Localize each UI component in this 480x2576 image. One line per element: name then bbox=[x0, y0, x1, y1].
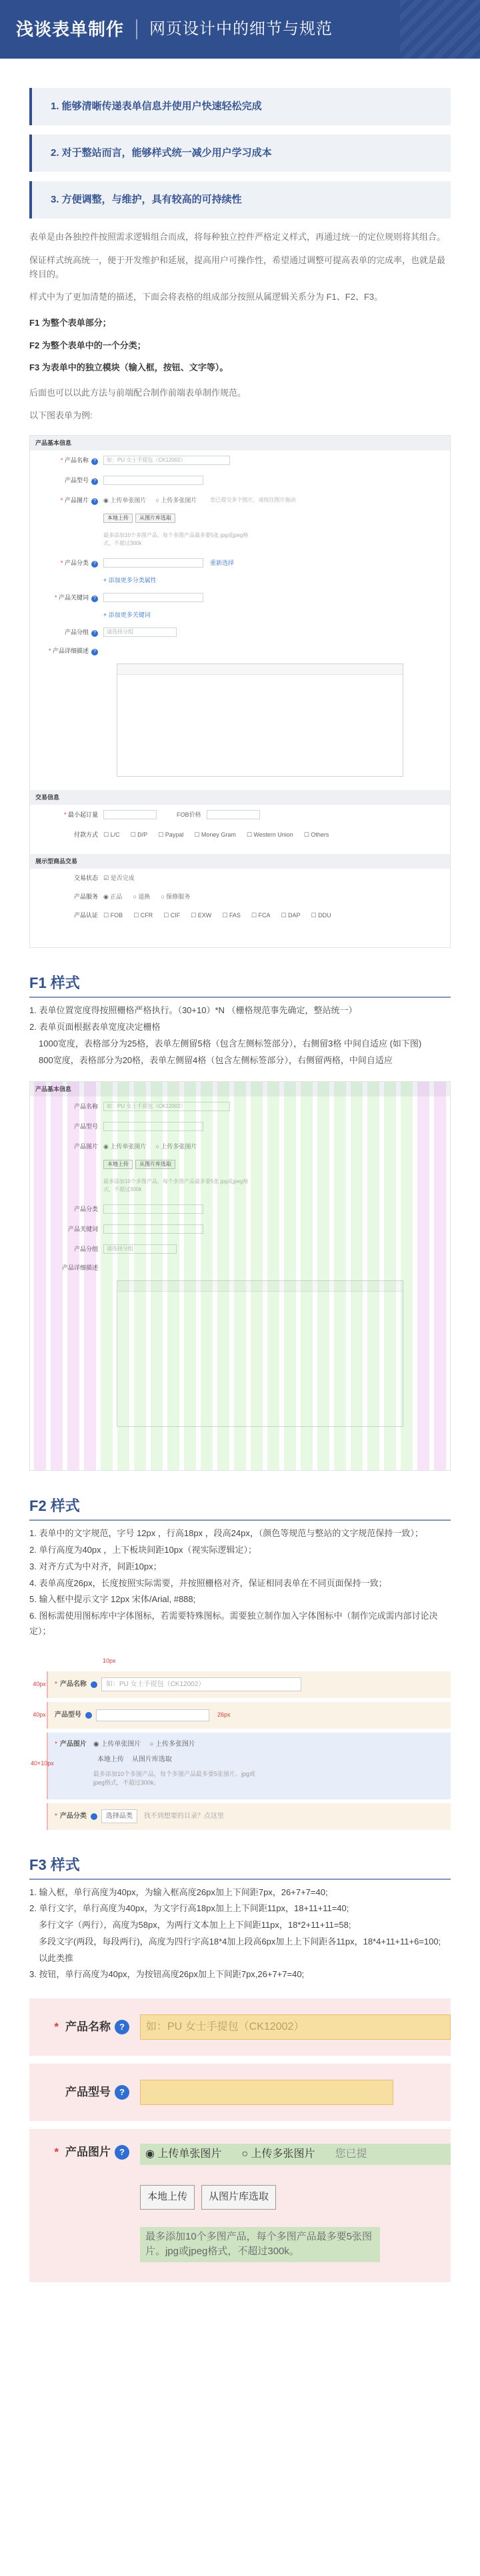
option[interactable]: ☐ L/C bbox=[103, 831, 120, 838]
article-body bbox=[0, 88, 480, 423]
product-name-input[interactable]: 如：PU 女士手提包（CK12002） bbox=[101, 1677, 301, 1691]
section-header: 产品基本信息 bbox=[30, 436, 450, 450]
zoomed-row bbox=[29, 2064, 451, 2121]
heading-rule bbox=[29, 1519, 451, 1521]
section-heading-f3: F3 样式 bbox=[29, 1856, 80, 1873]
status-option[interactable]: ☑ 是否完成 bbox=[103, 874, 135, 881]
f2-list bbox=[29, 1526, 451, 1639]
editor-toolbar[interactable] bbox=[117, 1281, 403, 1292]
local-upload-button[interactable]: 本地上传 bbox=[140, 2185, 195, 2210]
field-label: 产品图片 bbox=[59, 1740, 87, 1748]
annotation-top: 10px bbox=[103, 1657, 116, 1664]
option[interactable]: ○ 保修服务 bbox=[161, 893, 191, 900]
option[interactable]: ☐ FOB bbox=[103, 911, 123, 919]
field-label: 产品关键词 bbox=[67, 1225, 98, 1232]
product-model-input[interactable] bbox=[103, 1122, 203, 1131]
local-upload-button[interactable]: 本地上传 bbox=[103, 1160, 133, 1169]
help-icon[interactable]: ? bbox=[115, 2020, 129, 2034]
category-input[interactable] bbox=[103, 558, 203, 568]
upload-note: 最多添加10个多图产品，每个多图产品最多要5张图片。jpg或jpeg格式，不超过300k。 bbox=[140, 2227, 380, 2262]
section-header: 产品基本信息 bbox=[30, 1082, 450, 1096]
banner-divider bbox=[136, 19, 137, 39]
pay-options[interactable] bbox=[103, 831, 339, 840]
group-select[interactable]: 请选择分组 bbox=[103, 628, 177, 637]
field-label: * 产品详细描述 ? bbox=[35, 647, 98, 656]
field-label: 产品分组 bbox=[73, 1245, 98, 1252]
field-label: 产品图片 bbox=[73, 1142, 98, 1150]
option[interactable]: ☐ Western Union bbox=[246, 831, 293, 838]
section-heading-f2: F2 样式 bbox=[29, 1498, 80, 1515]
upload-note: 最多添加10个多图产品，每个多图产品最多要5张 jpg或jpeg格式，不超过300k bbox=[103, 532, 249, 547]
rich-text-editor[interactable] bbox=[117, 663, 403, 777]
option[interactable]: ☐ CIF bbox=[163, 911, 181, 919]
banner-decoration bbox=[400, 0, 480, 59]
list-item: 800宽度，表格部分为20格，表单左侧留4格（包含左侧标签部分），右侧留两格，中间自适应 bbox=[39, 1055, 393, 1065]
list-item: 3. 对齐方式为中对齐，间距10px； bbox=[29, 1561, 162, 1571]
field-label: 产品分类 bbox=[59, 1813, 87, 1821]
help-icon[interactable]: ? bbox=[115, 2145, 129, 2160]
option[interactable]: ☐ D/P bbox=[130, 831, 148, 838]
field-label: 付款方式 bbox=[73, 831, 98, 838]
product-model-input[interactable] bbox=[96, 1709, 209, 1721]
banner-title: 浅谈表单制作 bbox=[16, 19, 125, 39]
field-label: 产品型号 ? bbox=[35, 476, 98, 486]
option[interactable]: ☐ DAP bbox=[281, 911, 301, 919]
field-label: 产品认证 bbox=[73, 911, 98, 919]
annotated-row: 40+10px * 产品图片 ◉ 上传单张图片 ○ 上传多张图片 本地上传 从图片库选取 最多添加10个多图产品，每个多图产品最多要5张图片。jpg或jpeg格式，不超过300k。 bbox=[47, 1733, 451, 1799]
field-label: * 产品名称 ? bbox=[35, 456, 98, 466]
help-icon[interactable]: ? bbox=[115, 2085, 129, 2100]
category-input[interactable] bbox=[103, 1204, 203, 1214]
list-item: 1. 表单位置宽度得按照栅格严格执行。（30+10）*N （栅格规范事先确定，整站统一） bbox=[29, 1005, 357, 1016]
field-label: 产品名称 bbox=[65, 2020, 111, 2034]
grid-example bbox=[29, 1081, 451, 1471]
select-category-button[interactable]: 选择品类 bbox=[101, 1809, 137, 1823]
option[interactable]: ☐ EXW bbox=[191, 911, 212, 919]
field-label: 交易状态 bbox=[73, 874, 98, 881]
field-label: * 产品分类 ? bbox=[35, 559, 98, 568]
section-header: 交易信息 bbox=[30, 790, 450, 805]
list-item: 1. 输入框，单行高度为40px，为输入框高度26px加上下间距7px，26+7+7=40; bbox=[29, 1887, 328, 1897]
point-2: 2. 对于整站而言，能够样式统一减少用户学习成本 bbox=[29, 135, 451, 172]
level-f3: F3 为表单中的独立模块（输入框，按钮、文字等）。 bbox=[29, 362, 229, 373]
annotation-height: 26px bbox=[217, 1711, 231, 1718]
cert-options[interactable] bbox=[103, 911, 342, 921]
editor-toolbar[interactable] bbox=[117, 664, 403, 675]
option[interactable]: ☐ CFR bbox=[133, 911, 153, 919]
add-keyword-link[interactable]: + 添加更多关键词 bbox=[103, 611, 151, 618]
after-levels: 后面也可以以此方法与前端配合制作前端表单制作规范。 bbox=[29, 387, 247, 398]
list-item: 多段文字(两段，每段两行)，高度为四行字高18*4加上段高6px加上上下间距各11px，18*4+11+11+6=100; bbox=[39, 1936, 441, 1946]
option[interactable]: ☐ Paypal bbox=[158, 831, 184, 838]
option[interactable]: ☐ FAS bbox=[222, 911, 241, 919]
list-item: 1. 表单中的文字规范，字号 12px ，行高18px ，段高24px，（颜色等规范与整站的文字规范保持一致）； bbox=[29, 1528, 423, 1539]
list-item: 以此类推 bbox=[39, 1952, 74, 1963]
page-banner bbox=[0, 0, 480, 59]
annotation-height: 40+10px bbox=[31, 1759, 54, 1767]
library-button[interactable]: 从图片库选取 bbox=[131, 1755, 172, 1763]
list-item: 6. 图标需使用图标库中字体图标，若需要特殊图标。需要独立制作加入字体图标中（制作完成需内部讨论决定）； bbox=[29, 1611, 438, 1636]
radio-multi[interactable]: ○ 上传多张图片 bbox=[149, 1740, 196, 1748]
list-item: 1000宽度，表格部分为25格，表单左侧留5格（包含左侧标签部分），右侧留3格 中间自适应 (如下图) bbox=[39, 1038, 422, 1049]
list-item: 2. 表单页面根据表单宽度决定栅格 bbox=[29, 1022, 161, 1033]
field-label: 产品型号 bbox=[73, 1122, 98, 1130]
option[interactable]: ☐ Money Gram bbox=[194, 831, 236, 838]
banner-subtitle: 网页设计中的细节与规范 bbox=[149, 20, 333, 38]
field-label: 产品服务 bbox=[73, 893, 98, 900]
option[interactable]: ◉ 正品 bbox=[103, 893, 123, 900]
radio-multi[interactable]: ○ 上传多张图片 bbox=[155, 496, 197, 504]
library-button[interactable]: 从图片库选取 bbox=[135, 1160, 175, 1169]
product-name-input[interactable]: 如：PU 女士手提包（CK12002） bbox=[140, 2014, 451, 2040]
field-label: * 产品关键词 ? bbox=[35, 594, 98, 603]
upload-note: 最多添加10个多图产品，每个多图产品最多要5张 jpg或jpeg格式，不超过300k bbox=[103, 1178, 249, 1193]
intro-paragraph: 保证样式统高统一，便于开发维护和延展，提高用户可操作性，希望通过调整可提高表单的完成率，也就是最终目的。 bbox=[29, 254, 446, 279]
product-model-input[interactable] bbox=[140, 2080, 393, 2105]
section-heading-f1: F1 样式 bbox=[29, 975, 80, 992]
level-f1: F1 为整个表单部分； bbox=[29, 318, 111, 328]
intro-paragraph: 样式中为了更加清楚的描述，下面会将表格的组成部分按照从属逻辑关系分为 F1、F2、F3。 bbox=[29, 292, 383, 302]
group-select[interactable]: 请选择分组 bbox=[103, 1244, 177, 1254]
f3-list bbox=[29, 1885, 451, 1983]
annotated-row bbox=[33, 1702, 451, 1729]
heading-rule bbox=[29, 997, 451, 998]
field-label: 产品型号 bbox=[65, 2086, 111, 2099]
spacing-annotation bbox=[29, 1657, 451, 1830]
add-attr-link[interactable]: + 添加更多分类属性 bbox=[103, 576, 157, 584]
radio-multi[interactable]: ○ 上传多张图片 bbox=[155, 1142, 197, 1150]
fob-input[interactable] bbox=[207, 810, 260, 819]
image-hint: 您已提 bbox=[335, 2148, 367, 2160]
product-name-input[interactable]: 如：PU 女士手提包（CK12002） bbox=[103, 1102, 230, 1111]
field-label: 产品分类 bbox=[73, 1205, 98, 1212]
image-hint: 您已提交多个图片，请按住图片拖动 bbox=[210, 497, 296, 504]
list-item: 3. 按钮，单行高度为40px，为按钮高度26px加上下间距7px,26+7+7=40; bbox=[29, 1969, 305, 1980]
rich-text-editor[interactable] bbox=[117, 1280, 403, 1427]
field-label: 产品名称 bbox=[73, 1102, 98, 1110]
annotation-height: 40px bbox=[33, 1680, 46, 1687]
field-label: 产品型号 bbox=[55, 1711, 81, 1719]
annotation-height: 40px bbox=[33, 1711, 46, 1718]
zoomed-row: * 产品名称 ? 如：PU 女士手提包（CK12002） bbox=[29, 1998, 451, 2056]
radio-single[interactable]: ◉ 上传单张图片 bbox=[145, 2148, 222, 2160]
field-label: 产品名称 bbox=[59, 1681, 87, 1689]
field-label: * 最小起订量 bbox=[63, 811, 98, 818]
list-item: 4. 表单高度26px，长度按照实际需要，并按照栅格对齐，保证相同表单在不同页面保持一致； bbox=[29, 1577, 387, 1588]
zoomed-example bbox=[29, 1998, 451, 2282]
form-example bbox=[29, 435, 451, 948]
point-1: 1. 能够清晰传递表单信息并使用户快速轻松完成 bbox=[29, 88, 451, 125]
list-item: 2. 单行文字，单行高度为40px，为文字行高18px加上上下间距11px，18+11+11=40; bbox=[29, 1903, 349, 1914]
product-model-input[interactable] bbox=[103, 476, 203, 485]
field-label: 产品详细描述 bbox=[61, 1264, 98, 1271]
radio-single[interactable]: ◉ 上传单张图片 bbox=[103, 496, 147, 504]
library-button[interactable]: 从图片库选取 bbox=[135, 514, 175, 523]
category-hint: 找不到想要的目录？点这里 bbox=[143, 1813, 224, 1821]
library-button[interactable]: 从图片库选取 bbox=[201, 2185, 276, 2210]
service-options[interactable] bbox=[103, 893, 201, 902]
zoomed-row: * 产品图片 ? ◉ 上传单张图片 ○ 上传多张图片 您已提 本地上传 从图片库选取 最多添加10个多图产品，每个多图产品最多要5张图片。jpg或jpeg格式，不超过300k。 bbox=[29, 2129, 451, 2282]
min-order-input[interactable] bbox=[103, 810, 157, 819]
option[interactable]: ☐ Others bbox=[303, 831, 329, 838]
annotated-row: 40px * 产品名称 如：PU 女士手提包（CK12002） bbox=[47, 1671, 451, 1698]
upload-note: 最多添加10个多图产品，每个多图产品最多要5张图片。jpg或jpeg格式，不超过300k。 bbox=[93, 1770, 255, 1787]
f1-list bbox=[29, 1003, 451, 1068]
field-label: 产品图片 bbox=[65, 2146, 111, 2159]
intro-paragraph: 表单是由各独控件按照需求逻辑组合而成，将每种独立控件严格定义样式，再通过统一的定位规则将其组合。 bbox=[29, 232, 446, 242]
section-header: 展示型商品交易 bbox=[30, 854, 450, 869]
field-label: 产品分组 ? bbox=[35, 628, 98, 638]
option[interactable]: ☐ DDU bbox=[311, 911, 331, 919]
fob-label: FOB价格 bbox=[177, 811, 201, 818]
radio-multi[interactable]: ○ 上传多张图片 bbox=[241, 2148, 315, 2160]
local-upload-button[interactable]: 本地上传 bbox=[97, 1755, 124, 1763]
radio-single[interactable]: ◉ 上传单张图片 bbox=[103, 1142, 147, 1150]
radio-single[interactable]: ◉ 上传单张图片 bbox=[93, 1740, 141, 1748]
local-upload-button[interactable]: 本地上传 bbox=[103, 514, 133, 523]
list-item: 2. 单行高度为40px ，上下板块间距10px（视实际逻辑定）； bbox=[29, 1545, 257, 1555]
keyword-input[interactable] bbox=[103, 593, 203, 602]
option[interactable]: ☐ FCA bbox=[251, 911, 271, 919]
option[interactable]: ○ 退换 bbox=[133, 893, 151, 900]
annotated-row: * 产品分类 选择品类 找不到想要的目录？点这里 bbox=[47, 1803, 451, 1830]
list-item: 多行文字（两行），高度为58px，为两行文本加上上下间距11px，18*2+11+11=58; bbox=[39, 1920, 351, 1931]
reselect-link[interactable]: 重新选择 bbox=[210, 559, 235, 566]
example-intro: 以下图表单为例: bbox=[29, 410, 93, 421]
product-name-input[interactable]: 如：PU 女士手提包（CK12002） bbox=[103, 456, 230, 465]
field-label: * 产品图片 ? bbox=[35, 496, 98, 506]
list-item: 5. 输入框中提示文字 12px 宋体/Arial, #888; bbox=[29, 1594, 196, 1605]
point-3: 3. 方便调整，与维护，具有较高的可持续性 bbox=[29, 181, 451, 218]
keyword-input[interactable] bbox=[103, 1224, 203, 1234]
heading-rule bbox=[29, 1879, 451, 1880]
level-f2: F2 为整个表单中的一个分类； bbox=[29, 340, 146, 350]
